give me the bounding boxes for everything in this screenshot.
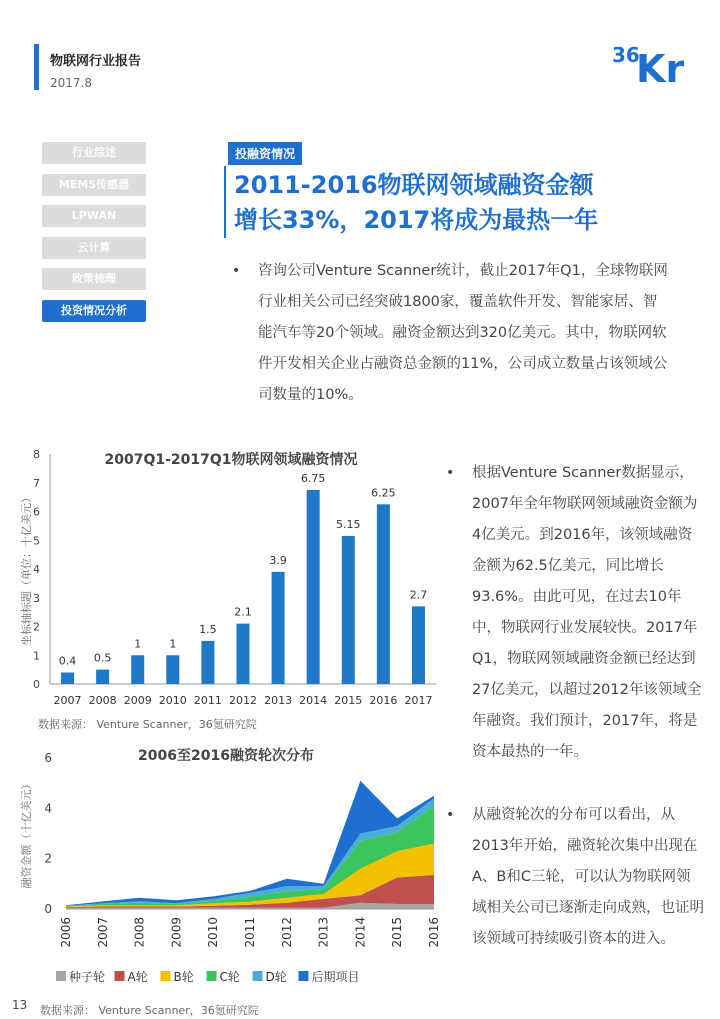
- chart1-data-label: 6.25: [371, 486, 396, 500]
- chart2-x-tick-label: 2008: [132, 917, 147, 948]
- chart1-x-tick-label: 2012: [229, 694, 257, 707]
- chart1-y-tick-label: 5: [33, 534, 40, 548]
- chart1-y-tick-label: 0: [33, 678, 40, 691]
- chart1-data-label: 3.9: [269, 553, 287, 567]
- chart2-x-tick-label: 2007: [95, 917, 110, 948]
- chart1-bar: [61, 673, 74, 685]
- chart1-title: 2007Q1-2017Q1物联网领域融资情况: [104, 452, 358, 468]
- logo-kr: Kr: [636, 47, 685, 86]
- chart1-x-tick-label: 2008: [88, 694, 117, 707]
- chart2-legend-label: B轮: [173, 970, 194, 984]
- chart1-bar: [342, 536, 355, 684]
- headline: [234, 168, 674, 238]
- report-title: 物联网行业报告: [50, 54, 142, 69]
- chart1-data-label: 1.5: [199, 622, 217, 636]
- chart2-y-axis-label: 融资金额（十亿美元）: [20, 778, 33, 889]
- chart1-x-tick-label: 2009: [123, 694, 152, 707]
- chart2-legend-swatch: [56, 971, 66, 981]
- chart1-bar: [131, 655, 144, 684]
- chart1-x-tick-label: 2017: [404, 694, 433, 707]
- chart2-y-tick-label: 4: [44, 801, 52, 816]
- chart2-x-tick-label: 2011: [243, 917, 257, 948]
- chart2-legend-swatch: [207, 971, 217, 981]
- chart1-x-tick-label: 2013: [264, 694, 293, 707]
- chart2-x-tick-label: 2010: [206, 917, 221, 948]
- chart1-bar: [412, 606, 425, 684]
- chart1-data-label: 6.75: [300, 471, 326, 485]
- chart2-legend-label: A轮: [127, 970, 148, 984]
- headline-line-1: 2011-2016物联网领域融资金额: [234, 171, 594, 199]
- nav-item-3[interactable]: 云计算: [42, 237, 146, 259]
- nav-item-1[interactable]: MEMS传感器: [42, 174, 146, 196]
- nav-item-2[interactable]: LPWAN: [42, 205, 146, 227]
- 36kr-logo: [612, 40, 698, 86]
- chart1-x-tick-label: 2010: [158, 694, 187, 707]
- chart1-y-tick-label: 7: [33, 476, 40, 490]
- chart2-legend-swatch: [253, 971, 263, 981]
- chart1-data-label: 1: [134, 637, 142, 651]
- section-tag: 投融资情况: [228, 142, 302, 165]
- chart2-x-tick-label: 2009: [169, 917, 184, 948]
- chart1-y-tick-label: 4: [33, 563, 40, 576]
- chart1-data-label: 0.5: [93, 651, 112, 665]
- chart2-x-tick-label: 2014: [353, 917, 368, 948]
- chart1-y-tick-label: 3: [33, 591, 40, 605]
- chart2-title: 2006至2016融资轮次分布: [138, 748, 314, 764]
- chart1-bar: [307, 490, 320, 684]
- chart2-legend-swatch: [115, 971, 125, 981]
- chart1-data-label: 5.15: [336, 517, 361, 531]
- chart1-data-label: 2.1: [234, 605, 252, 619]
- chart1-y-tick-label: 6: [33, 505, 40, 519]
- round-area-chart: [16, 738, 446, 998]
- chart1-y-tick-label: 1: [33, 649, 40, 663]
- logo-36: 36: [612, 43, 640, 67]
- chart1-y-tick-label: 2: [33, 620, 40, 634]
- chart1-x-tick-label: 2015: [334, 694, 363, 707]
- chart1-data-label: 1: [169, 637, 177, 651]
- bullet-dot-1: •: [232, 263, 241, 279]
- chart1-y-axis-label: 坐标轴标题（单位：十亿美元）: [20, 492, 33, 646]
- chart2-legend-label: D轮: [265, 970, 287, 984]
- chart2-x-tick-label: 2016: [427, 917, 441, 948]
- chart1-data-label: 2.7: [409, 588, 428, 602]
- headline-line-2: 增长33%，2017将成为最热一年: [234, 206, 599, 234]
- paragraph-round-distribution: 从融资轮次的分布可以看出，从2013年开始，融资轮次集中出现在A、B和C三轮，可以认为物联网领域相关公司已逐渐走向成熟，也证明该领域可持续吸引资本的进入。: [472, 807, 704, 947]
- chart2-x-tick-label: 2012: [279, 917, 294, 948]
- chart1-x-tick-label: 2016: [369, 694, 398, 707]
- chart1-x-tick-label: 2014: [299, 694, 328, 707]
- chart1-data-label: 0.4: [58, 654, 77, 668]
- chart1-bar: [166, 655, 179, 684]
- chart2-x-tick-label: 2006: [59, 917, 73, 948]
- funding-bar-chart: [16, 440, 446, 736]
- chart1-bar: [237, 624, 250, 684]
- chart2-legend-label: 后期项目: [311, 970, 360, 984]
- chart2-y-tick-label: 0: [44, 902, 52, 916]
- section-nav: [42, 142, 146, 331]
- chart2-legend-label: C轮: [219, 970, 240, 984]
- chart2-y-tick-label: 2: [44, 851, 52, 866]
- chart1-x-tick-label: 2011: [193, 694, 222, 707]
- report-date: 2017.8: [50, 76, 92, 90]
- paragraph-venture-scanner-stats: 咨询公司Venture Scanner统计，截止2017年Q1，全球物联网行业相关公司已经突破1800家，覆盖软件开发、智能家居、智能汽车等20个领域。融资金额达到320亿美元。其中，物联网软件开发相关企业占融资总金额的11%，公司成立数量占该领域公司数量的10%。: [258, 263, 668, 403]
- nav-item-0[interactable]: 行业综述: [42, 142, 146, 164]
- nav-item-5[interactable]: 投资情况分析: [42, 300, 146, 322]
- chart2-y-tick-label: 6: [44, 751, 52, 765]
- nav-item-4[interactable]: 政策梳理: [42, 268, 146, 290]
- page-number: 13: [12, 998, 28, 1012]
- headline-accent-bar: [224, 166, 226, 238]
- bullet-dot-2: •: [446, 465, 455, 481]
- chart2-legend-label: 种子轮: [69, 970, 106, 984]
- chart2-x-tick-label: 2013: [316, 917, 331, 948]
- header-accent-bar: [34, 44, 39, 90]
- chart1-bar: [201, 641, 214, 684]
- paragraph-funding-growth: 根据Venture Scanner数据显示，2007年全年物联网领域融资金额为4亿美元。到2016年，该领域融资金额为62.5亿美元，同比增长93.6%。由此可见，在过去10年中，物联网行业发展较快。2017年Q1，物联网领域融资金额已经达到27亿美元，以超过2012年该领域全年融资。我们预计，2017年，将是资本最热的一年。: [472, 465, 702, 760]
- chart2-x-tick-label: 2015: [390, 917, 405, 948]
- chart2-legend-swatch: [161, 971, 171, 981]
- chart1-x-tick-label: 2007: [53, 694, 82, 707]
- chart1-source: 数据来源： Venture Scanner，36氪研究院: [38, 718, 257, 731]
- footer-source: 数据来源： Venture Scanner，36氪研究院: [40, 1004, 259, 1017]
- chart2-legend-swatch: [299, 971, 309, 981]
- bullet-dot-3: •: [446, 807, 455, 823]
- chart1-bar: [96, 670, 109, 684]
- chart1-y-tick-label: 8: [33, 448, 40, 461]
- chart1-bar: [272, 572, 285, 684]
- chart1-bar: [377, 504, 390, 684]
